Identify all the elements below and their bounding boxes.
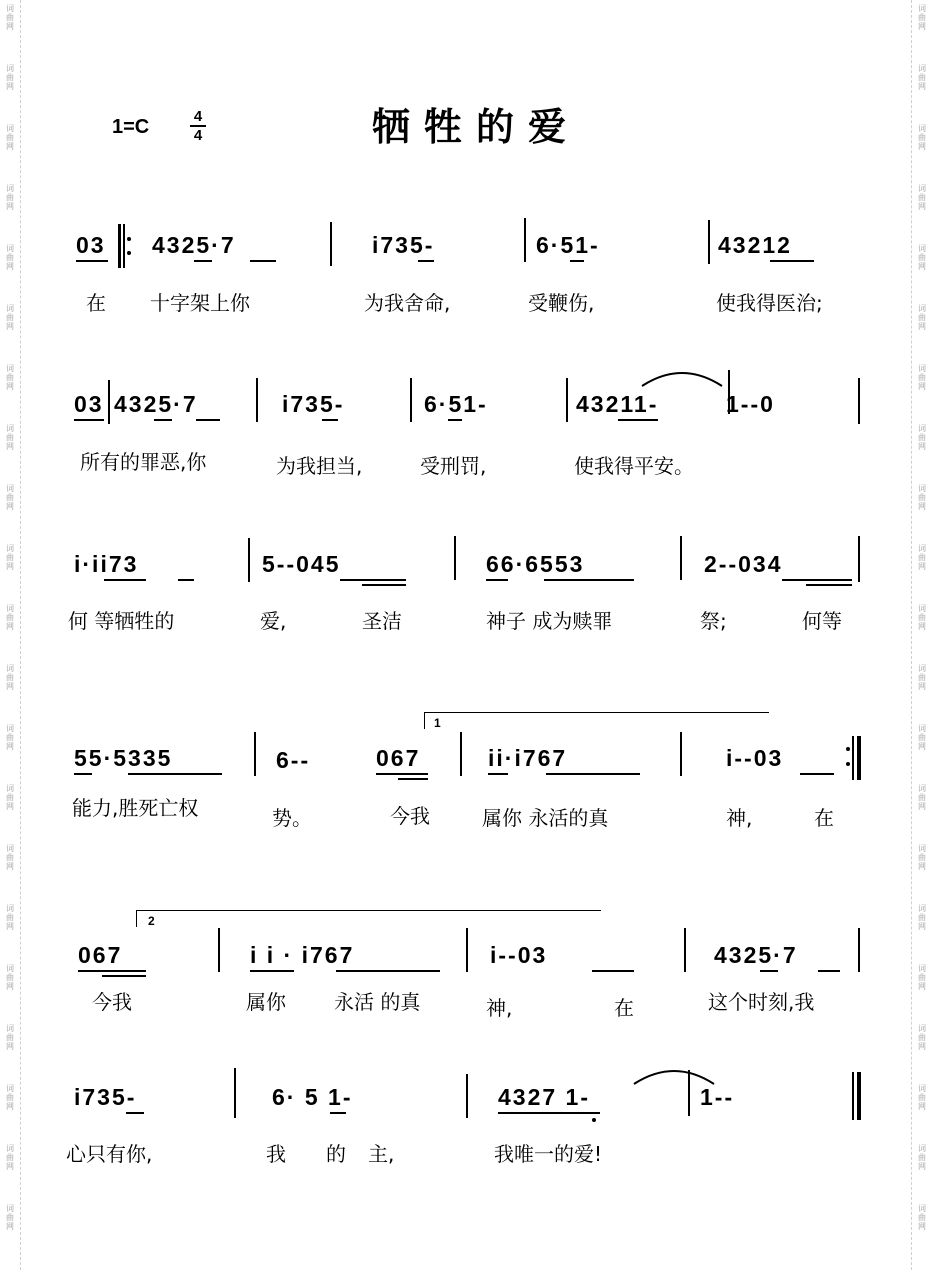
lyric-r4-5: 在 [814, 806, 834, 830]
right-watermark-strip [911, 0, 932, 1270]
lyric-r3-1: 爱, [260, 609, 287, 633]
notes-r4-m2a: 6-- [276, 747, 311, 773]
notes-r5-m1: 067 [78, 942, 123, 968]
lyric-r4-1: 势。 [272, 806, 312, 830]
lyric-r2-1: 为我担当, [276, 454, 363, 478]
watermark-text: 词 曲 网 [6, 1024, 14, 1051]
notes-r1-m2: i735- [372, 232, 435, 258]
notes-r6-m4: 1-- [700, 1084, 735, 1110]
lyric-r5-2: 永活 的真 [334, 990, 421, 1014]
watermark-text: 词 曲 网 [6, 244, 14, 271]
lyric-r5-3: 神, [486, 996, 513, 1020]
watermark-text: 词 曲 网 [918, 664, 926, 691]
volta-bracket-1 [424, 712, 769, 729]
key-signature: 1=C [112, 116, 150, 138]
watermark-text: 词 曲 网 [918, 1024, 926, 1051]
watermark-text: 词 曲 网 [6, 484, 14, 511]
notes-r4-m3: ii·i767 [488, 745, 568, 771]
watermark-text: 词 曲 网 [6, 964, 14, 991]
lyric-r1-4: 使我得医治; [716, 291, 823, 315]
watermark-text: 词 曲 网 [918, 1144, 926, 1171]
watermark-text: 词 曲 网 [918, 424, 926, 451]
time-signature-top: 4 [193, 108, 203, 125]
left-watermark-strip [0, 0, 21, 1270]
watermark-text: 词 曲 网 [6, 904, 14, 931]
notes-r3-m3: 66·6553 [486, 551, 585, 577]
notes-r1-m4: 43212 [718, 232, 792, 258]
notes-r1-m3: 6·51- [536, 232, 600, 258]
notes-r4-m2b: 067 [376, 745, 421, 771]
notes-r1-pickup: 03 [76, 232, 106, 258]
time-signature-bottom: 4 [193, 127, 203, 144]
watermark-text: 词 曲 网 [6, 1204, 14, 1231]
watermark-text: 词 曲 网 [918, 124, 926, 151]
lyric-r3-2: 圣洁 [362, 609, 402, 633]
lyric-r5-5: 这个时刻,我 [708, 990, 815, 1014]
watermark-text: 词 曲 网 [918, 784, 926, 811]
watermark-text: 词 曲 网 [918, 844, 926, 871]
lyric-r5-1: 属你 [246, 990, 286, 1014]
lyric-r3-5: 何等 [802, 609, 842, 633]
lyric-r1-2: 为我舍命, [364, 291, 451, 315]
watermark-text: 词 曲 网 [918, 364, 926, 391]
watermark-text: 词 曲 网 [918, 4, 926, 31]
watermark-text: 词 曲 网 [918, 184, 926, 211]
lyric-r2-0: 所有的罪恶,你 [80, 450, 207, 474]
watermark-text: 词 曲 网 [6, 1084, 14, 1111]
watermark-text: 词 曲 网 [6, 1144, 14, 1171]
notes-r4-m1: 55·5335 [74, 745, 173, 771]
lyric-r4-3: 属你 永活的真 [482, 806, 609, 830]
watermark-text: 词 曲 网 [6, 784, 14, 811]
notes-r2-m4: 43211- [576, 391, 659, 417]
lyric-r4-0: 能力,胜死亡权 [72, 796, 199, 820]
lyric-r6-2: 的 [326, 1142, 346, 1166]
lyric-r3-0: 何 等牺牲的 [68, 609, 175, 633]
watermark-text: 词 曲 网 [6, 424, 14, 451]
watermark-text: 词 曲 网 [918, 724, 926, 751]
tie-r6 [632, 1064, 716, 1086]
volta-number-1: 1 [434, 716, 441, 730]
notes-r5-m3: i--03 [490, 942, 548, 968]
notes-r6-m1: i735- [74, 1084, 137, 1110]
lyric-r1-3: 受鞭伤, [528, 291, 595, 315]
watermark-text: 词 曲 网 [918, 964, 926, 991]
watermark-text: 词 曲 网 [918, 604, 926, 631]
notes-r3-m1: i·ii73 [74, 551, 139, 577]
lyric-r1-1: 十字架上你 [150, 291, 250, 315]
notes-r1-m1: 4325·7 [152, 232, 236, 258]
watermark-text: 词 曲 网 [918, 904, 926, 931]
watermark-text: 词 曲 网 [918, 64, 926, 91]
watermark-text: 词 曲 网 [6, 4, 14, 31]
notes-r5-m4: 4325·7 [714, 942, 798, 968]
watermark-text: 词 曲 网 [6, 64, 14, 91]
watermark-text: 词 曲 网 [918, 484, 926, 511]
watermark-text: 词 曲 网 [918, 304, 926, 331]
watermark-text: 词 曲 网 [918, 544, 926, 571]
lyric-r3-4: 祭; [700, 609, 727, 633]
lyric-r6-1: 我 [266, 1142, 286, 1166]
notes-r2-pickup: 03 [74, 391, 104, 417]
lyric-r3-3: 神子 成为赎罪 [486, 609, 613, 633]
notes-r3-m4: 2--034 [704, 551, 783, 577]
watermark-text: 词 曲 网 [6, 544, 14, 571]
watermark-text: 词 曲 网 [918, 1204, 926, 1231]
lyric-r6-4: 我唯一的爱! [494, 1142, 603, 1166]
lyric-r2-3: 使我得平安。 [574, 454, 694, 478]
watermark-text: 词 曲 网 [6, 604, 14, 631]
notes-r5-m2: i i · i767 [250, 942, 355, 968]
tie-r2 [640, 366, 724, 388]
notes-r6-m2: 6· 5 1- [272, 1084, 353, 1110]
lyric-r5-0: 今我 [92, 990, 132, 1014]
watermark-text: 词 曲 网 [918, 244, 926, 271]
watermark-text: 词 曲 网 [6, 364, 14, 391]
notes-r3-m2: 5--045 [262, 551, 341, 577]
lyric-r5-4: 在 [614, 996, 634, 1020]
lyric-r4-4: 神, [726, 806, 753, 830]
watermark-text: 词 曲 网 [6, 664, 14, 691]
watermark-text: 词 曲 网 [6, 844, 14, 871]
lyric-r4-2: 今我 [390, 804, 430, 828]
song-title: 牺牲的爱 [372, 105, 581, 149]
watermark-text: 词 曲 网 [918, 1084, 926, 1111]
watermark-text: 词 曲 网 [6, 124, 14, 151]
lyric-r1-0: 在 [86, 291, 106, 315]
lyric-r6-3: 主, [368, 1142, 395, 1166]
notes-r2-m5: 1--0 [726, 391, 775, 417]
lyric-r6-0: 心只有你, [66, 1142, 153, 1166]
volta-number-2: 2 [148, 914, 155, 928]
watermark-text: 词 曲 网 [6, 724, 14, 751]
notes-r6-m3: 4327 1- [498, 1084, 591, 1110]
notes-r4-m4: i--03 [726, 745, 784, 771]
lyric-r2-2: 受刑罚, [420, 454, 487, 478]
notes-r2-m2: i735- [282, 391, 345, 417]
time-signature [188, 108, 208, 144]
watermark-text: 词 曲 网 [6, 304, 14, 331]
watermark-text: 词 曲 网 [6, 184, 14, 211]
volta-bracket-2 [136, 910, 601, 927]
notes-r2-m3: 6·51- [424, 391, 488, 417]
notes-r2-m1: 4325·7 [114, 391, 198, 417]
